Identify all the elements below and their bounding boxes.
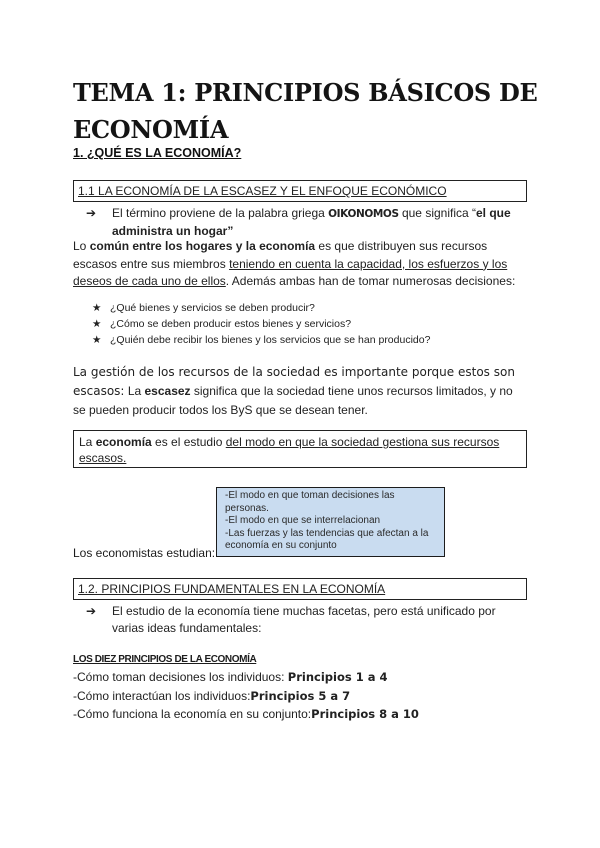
paragraph-escasez: La gestión de los recursos de la sociedad es importante porque estos son escasos: La escasez significa que la sociedad tiene unos recursos limitados, y no se pueden producir todos los ByS que se desean tener.: [73, 365, 515, 417]
paragraph-hogares: Lo común entre los hogares y la economía es que distribuyen sus recursos escasos entre sus miembros teniendo en cuenta la capacidad, los esfuerzos y los deseos de cada uno de ellos. Además ambas han de tomar numerosas decisiones:: [73, 239, 516, 288]
star-icon: ★: [92, 302, 102, 314]
subsection-heading-2: 1.2. PRINCIPIOS FUNDAMENTALES EN LA ECONOMÍA: [78, 582, 386, 596]
principle-range: Principios 5 a 7: [250, 688, 351, 703]
list-item: -Cómo toman decisiones los individuos: Principios 1 a 4: [73, 670, 388, 684]
page-title: [73, 74, 543, 148]
star-icon: ★: [92, 318, 102, 330]
study-item: -El modo en que se interrelacionan: [225, 515, 381, 526]
greek-word: OIKONOMOS: [328, 208, 399, 220]
subsection-box-2: [73, 578, 527, 600]
study-item: -El modo en que toman decisiones las personas.: [225, 490, 395, 514]
definition-term: economía: [95, 435, 152, 449]
principles-list: [73, 668, 419, 724]
arrow-bullet-text: El estudio de la economía tiene muchas facetas, pero está unificado por varias ideas fundamentales:: [112, 604, 496, 635]
title-line-2: ECONOMÍA: [73, 115, 229, 144]
arrow-icon: ➔: [86, 604, 97, 618]
star-icon: ★: [92, 334, 102, 346]
principle-range: Principios 8 a 10: [311, 707, 419, 721]
section-heading: 1. ¿QUÉ ES LA ECONOMÍA?: [73, 146, 242, 160]
arrow-bullet-text: El término proviene de la palabra griega OIKONOMOS que significa “el que administra un hogar”: [112, 206, 511, 238]
underlined-text: teniendo en cuenta la capacidad, los esfuerzos y los deseos de cada uno de ellos: [73, 256, 508, 288]
questions-list: [92, 300, 430, 348]
arrow-bullet-1: [86, 205, 516, 240]
subsection-heading-1: 1.1 LA ECONOMÍA DE LA ESCASEZ Y EL ENFOQUE ECONÓMICO: [78, 184, 447, 198]
lead-statement: La gestión de los recursos de la sociedad es importante porque estos son escasos:: [73, 365, 515, 398]
definition-text: del modo en que la sociedad gestiona sus recursos escasos.: [79, 435, 500, 465]
subsection-box-1: [73, 180, 527, 202]
list-item: ★ ¿Cómo se deben producir estos bienes y servicios?: [92, 318, 352, 330]
principle-range: Principios 1 a 4: [287, 670, 388, 684]
title-line-1: TEMA 1: PRINCIPIOS BÁSICOS DE: [73, 78, 538, 107]
arrow-bullet-2: [86, 603, 516, 637]
emphasis-text: común entre los hogares y la economía: [89, 239, 316, 253]
word-meaning: el que administra un hogar: [112, 206, 511, 238]
study-item: -Las fuerzas y las tendencias que afectan a la economía en su conjunto: [225, 527, 429, 551]
economists-label: Los economistas estudian:: [73, 546, 216, 560]
list-item: -Cómo interactúan los individuos:Principios 5 a 7: [73, 688, 351, 703]
economists-study-box: [216, 487, 445, 557]
principles-heading: LOS DIEZ PRINCIPIOS DE LA ECONOMÍA: [73, 654, 257, 665]
list-item: -Cómo funciona la economía en su conjunto:Principios 8 a 10: [73, 707, 419, 721]
arrow-icon: ➔: [86, 206, 97, 220]
emphasis-escasez: escasez: [144, 384, 191, 398]
list-item: ★ ¿Quién debe recibir los bienes y los servicios que se han producido?: [92, 334, 431, 346]
list-item: ★ ¿Qué bienes y servicios se deben producir?: [92, 302, 315, 314]
definition-box: La economía es el estudio del modo en que la sociedad gestiona sus recursos escasos.: [73, 430, 527, 468]
